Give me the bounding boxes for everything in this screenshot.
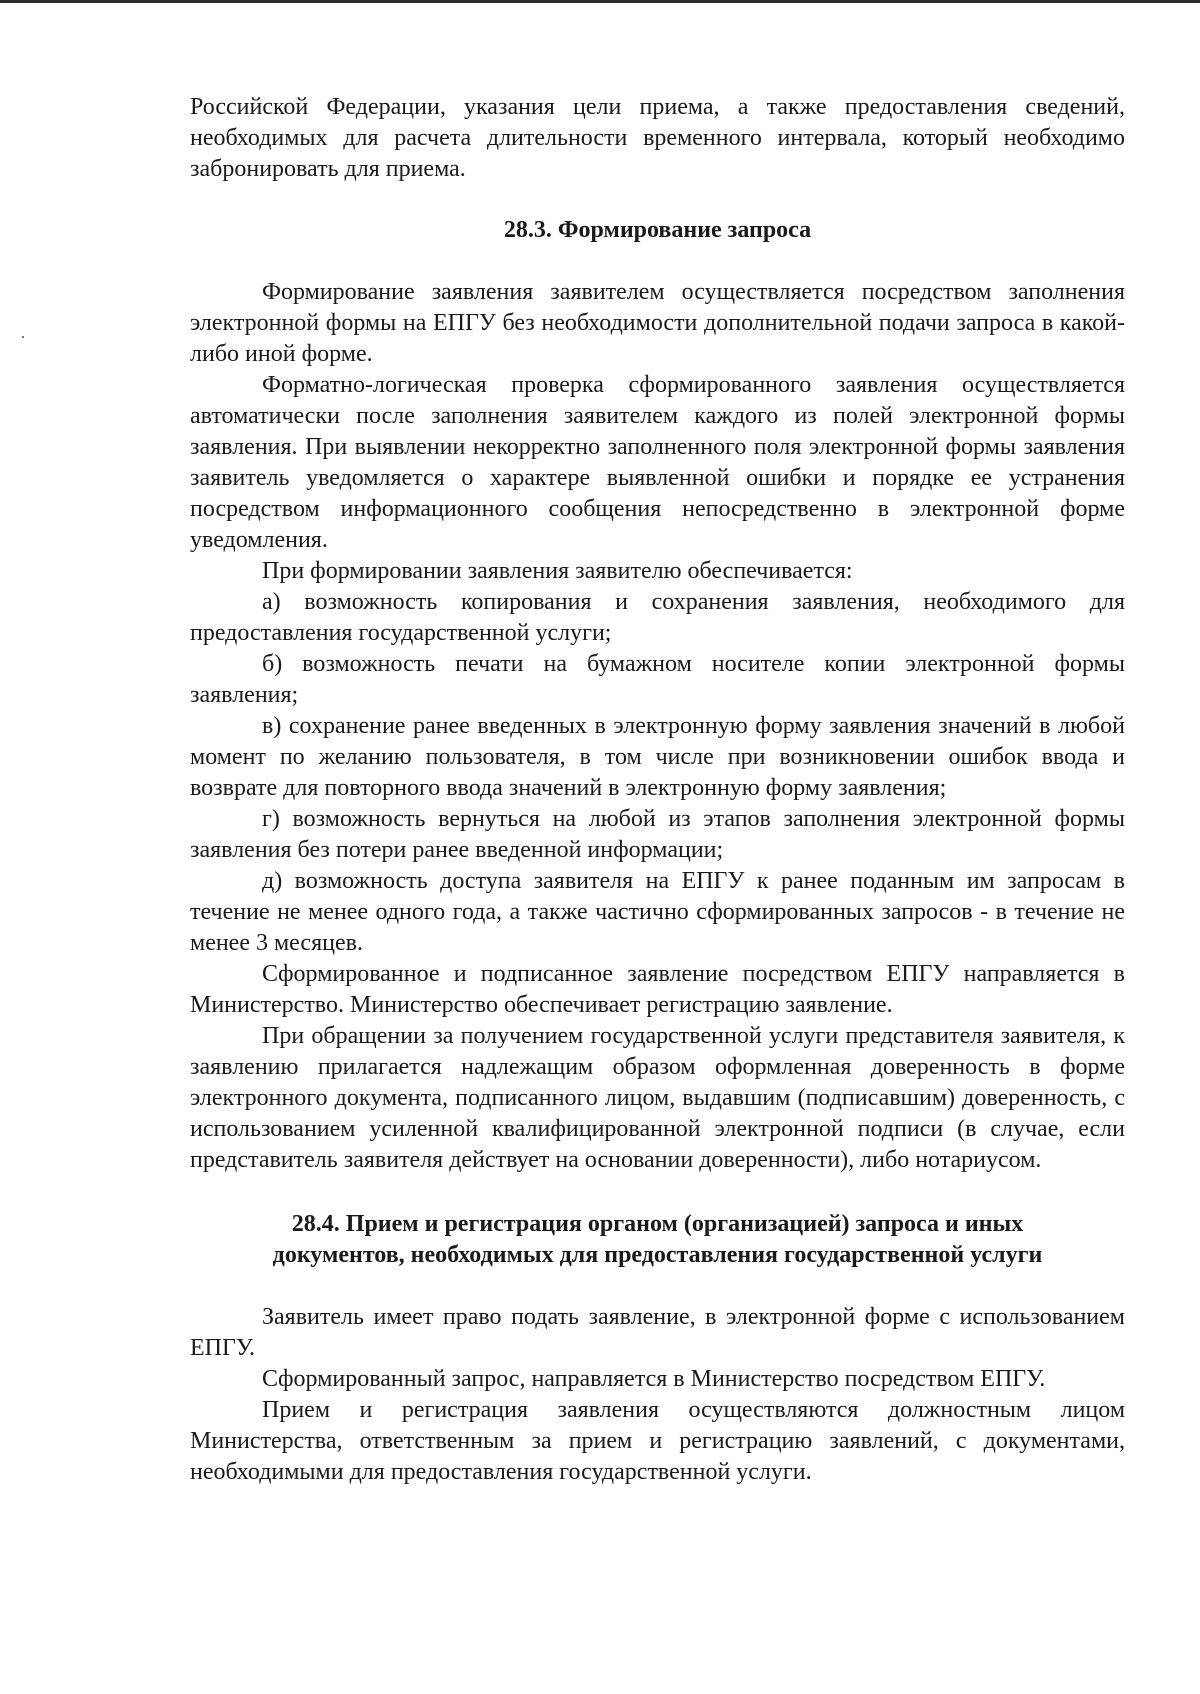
paragraph-format-logic-check: Форматно-логическая проверка сформированного заявления осуществляется автоматически после заполнения заявителем каждого из полей электронной формы заявления. При выявлении некорректно заполненного поля электронной формы заявления заявитель уведомляется о характере выявленной ошибки и порядке ее устранения посредством информационного сообщения непосредственно в электронной форме уведомления. xyxy=(190,372,1125,553)
section-28-4-heading-line1: 28.4. Прием и регистрация органом (организацией) запроса и иных xyxy=(291,1211,1024,1237)
paragraph-request-sent: Сформированный запрос, направляется в Министерство посредством ЕПГУ. xyxy=(262,1366,1046,1392)
list-item-a: а) возможность копирования и сохранения заявления, необходимого для предоставления государственной услуги; xyxy=(190,589,1125,646)
scan-speck xyxy=(22,336,24,338)
document-page xyxy=(190,92,1125,1488)
section-28-4-heading xyxy=(190,1209,1125,1271)
paragraph-right-to-submit: Заявитель имеет право подать заявление, в электронной форме с использованием ЕПГУ. xyxy=(190,1304,1125,1361)
list-item-d: д) возможность доступа заявителя на ЕПГУ к ранее поданным им запросам в течение не менее одного года, а также частично сформированных запросов - в течение не менее 3 месяцев. xyxy=(190,868,1125,956)
paragraph-representative: При обращении за получением государственной услуги представителя заявителя, к заявлению прилагается надлежащим образом оформленная доверенность в форме электронного документа, подписанного лицом, выдавшим (подписавшим) доверенность, с использованием усиленной квалифицированной электронной подписи (в случае, если представитель заявителя действует на основании доверенности), либо нотариусом. xyxy=(190,1023,1125,1173)
paragraph-provided-capabilities: При формировании заявления заявителю обеспечивается: xyxy=(262,558,853,584)
paragraph-reception-registration: Прием и регистрация заявления осуществляются должностным лицом Министерства, ответственным за прием и регистрацию заявлений, с документами, необходимыми для предоставления государственной услуги. xyxy=(190,1397,1125,1485)
intro-paragraph: Российской Федерации, указания цели приема, а также предоставления сведений, необходимых для расчета длительности временного интервала, который необходимо забронировать для приема. xyxy=(190,94,1125,182)
paragraph-forming-application: Формирование заявления заявителем осуществляется посредством заполнения электронной формы на ЕПГУ без необходимости дополнительной подачи запроса в какой-либо иной форме. xyxy=(190,279,1125,367)
section-28-3-heading: 28.3. Формирование запроса xyxy=(503,217,812,243)
list-item-v: в) сохранение ранее введенных в электронную форму заявления значений в любой момент по желанию пользователя, в том числе при возникновении ошибок ввода и возврате для повторного ввода значений в электронную форму заявления; xyxy=(190,713,1125,801)
list-item-b: б) возможность печати на бумажном носителе копии электронной формы заявления; xyxy=(190,651,1125,708)
section-28-4-heading-line2: документов, необходимых для предоставления государственной услуги xyxy=(272,1242,1043,1268)
list-item-g: г) возможность вернуться на любой из этапов заполнения электронной формы заявления без потери ранее введенной информации; xyxy=(190,806,1125,863)
paragraph-signed-application: Сформированное и подписанное заявление посредством ЕПГУ направляется в Министерство. Министерство обеспечивает регистрацию заявление. xyxy=(190,961,1125,1018)
scan-top-edge xyxy=(0,0,1200,3)
